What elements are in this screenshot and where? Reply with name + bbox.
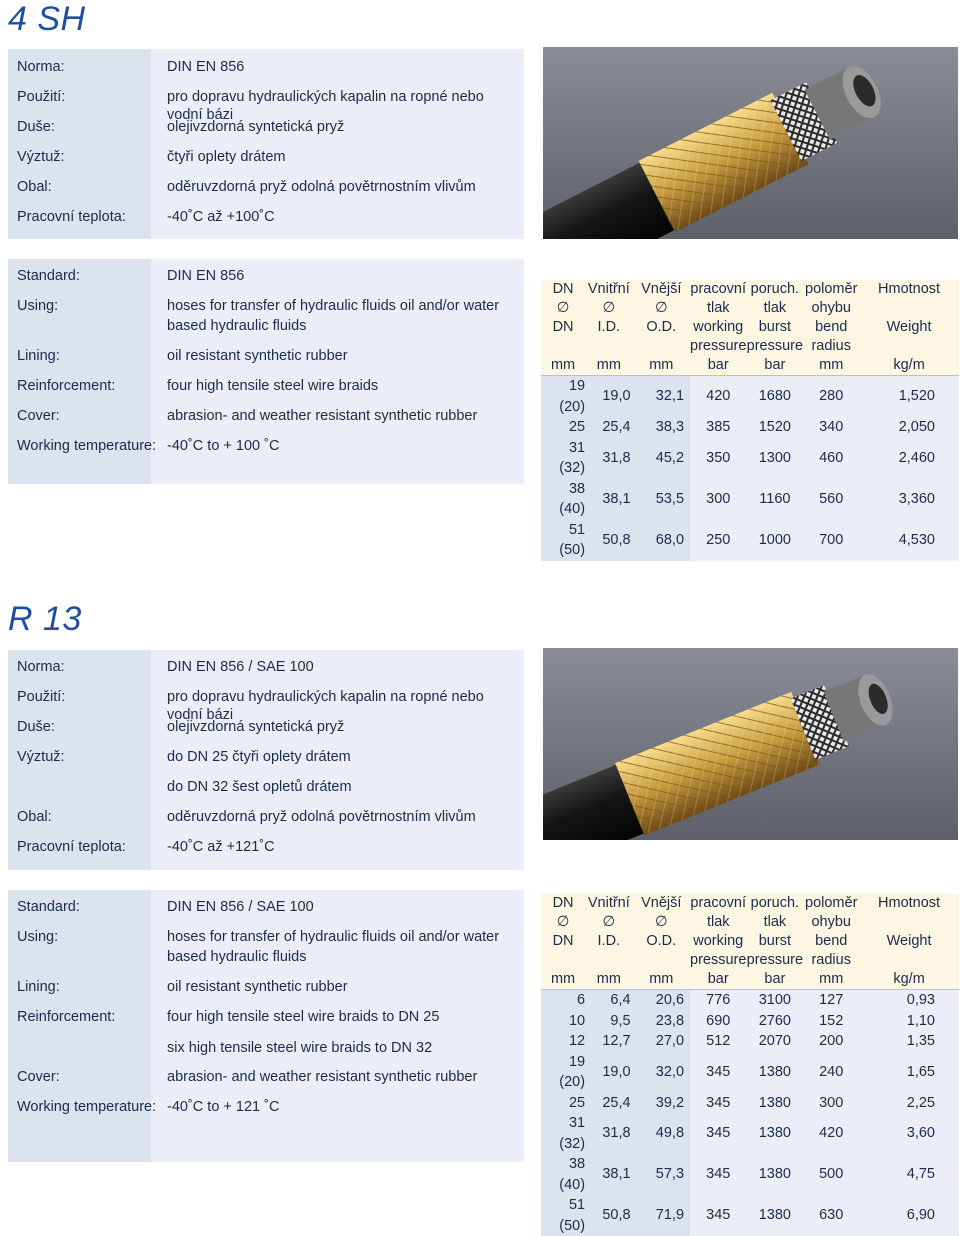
table-header-row xyxy=(541,280,959,299)
header-cell: tlak xyxy=(763,914,787,930)
header-cell: tlak xyxy=(763,300,787,316)
header-cell: mm xyxy=(803,356,859,376)
header-cell: working xyxy=(693,319,744,335)
table-cell: 3,60 xyxy=(859,1113,959,1154)
table-cell: 1000 xyxy=(746,520,803,561)
header-cell: radius xyxy=(811,338,851,354)
header-cell: Weight xyxy=(886,933,932,949)
table-cell: 19,0 xyxy=(587,1052,632,1093)
header-cell: Vnější xyxy=(641,281,682,297)
table-cell: 1,520 xyxy=(859,376,959,418)
spec-value: čtyři oplety drátem xyxy=(167,149,286,165)
header-cell: pracovní xyxy=(690,895,747,911)
header-cell: mm xyxy=(541,356,587,376)
table-header-row xyxy=(541,951,959,970)
table-row xyxy=(541,520,959,561)
table-cell: 45,2 xyxy=(633,438,690,479)
header-cell: Vnitřní xyxy=(587,281,630,297)
header-cell: mm xyxy=(633,356,690,376)
table-cell: 23,8 xyxy=(633,1011,690,1032)
header-cell xyxy=(859,299,959,318)
table-cell: 2,25 xyxy=(859,1093,959,1114)
table-header-row xyxy=(541,318,959,337)
header-cell: poruch. xyxy=(750,281,800,297)
spec-label: Reinforcement: xyxy=(17,1009,116,1025)
spec-value: oil resistant synthetic rubber xyxy=(167,348,348,364)
header-cell: DN xyxy=(552,933,574,949)
section-title-r13: R 13 xyxy=(8,600,82,638)
table-cell: 50,8 xyxy=(587,1195,632,1236)
table-cell: 32,0 xyxy=(633,1052,690,1093)
header-cell: O.D. xyxy=(646,933,677,949)
header-cell: I.D. xyxy=(597,933,621,949)
table-cell: 31 (32) xyxy=(541,438,587,479)
table-cell: 20,6 xyxy=(633,990,690,1011)
table-cell: 152 xyxy=(803,1011,859,1032)
header-cell: working xyxy=(693,933,744,949)
header-cell: Hmotnost xyxy=(878,281,941,297)
spec-value: oil resistant synthetic rubber xyxy=(167,979,348,995)
spec-value: hoses for transfer of hydraulic fluids oil and/or water xyxy=(167,929,500,945)
header-cell: bar xyxy=(746,970,803,990)
table-cell: 19 (20) xyxy=(541,376,587,418)
header-cell: ohybu xyxy=(811,300,851,316)
header-cell: Vnější xyxy=(641,895,682,911)
table-cell: 4,530 xyxy=(859,520,959,561)
header-cell: mm xyxy=(541,970,587,990)
table-cell: 9,5 xyxy=(587,1011,632,1032)
table-cell: 1520 xyxy=(746,417,803,438)
spec-value: DIN EN 856 / SAE 100 xyxy=(167,899,314,915)
table-cell: 340 xyxy=(803,417,859,438)
table-row xyxy=(541,990,959,1011)
header-cell: Weight xyxy=(886,319,932,335)
table-cell: 240 xyxy=(803,1052,859,1093)
table-cell: 300 xyxy=(803,1093,859,1114)
header-cell: DN xyxy=(552,319,574,335)
table-cell: 690 xyxy=(690,1011,746,1032)
table-cell: 345 xyxy=(690,1154,746,1195)
table-header-row xyxy=(541,913,959,932)
table-cell: 1380 xyxy=(746,1195,803,1236)
spec-value: oděruvzdorná pryž odolná povětrnostním vlivům xyxy=(167,179,476,195)
header-cell: bend xyxy=(815,933,848,949)
table-cell: 31 (32) xyxy=(541,1113,587,1154)
table-cell: 38,1 xyxy=(587,479,632,520)
spec-panel-cz xyxy=(8,49,524,239)
spec-label: Using: xyxy=(17,929,59,945)
header-cell: Hmotnost xyxy=(878,895,941,911)
header-cell: mm xyxy=(803,970,859,990)
hose-photo xyxy=(543,648,958,840)
table-cell: 51 (50) xyxy=(541,1195,587,1236)
table-cell: 776 xyxy=(690,990,746,1011)
spec-label: Standard: xyxy=(17,268,80,284)
spec-value: hoses for transfer of hydraulic fluids oil and/or water xyxy=(167,298,500,314)
section-title-4sh: 4 SH xyxy=(8,0,86,38)
table-header-row xyxy=(541,337,959,356)
spec-label: Cover: xyxy=(17,408,60,424)
table-cell: 250 xyxy=(690,520,746,561)
table-row xyxy=(541,376,959,418)
table-cell: 420 xyxy=(690,376,746,418)
table-cell: 1,65 xyxy=(859,1052,959,1093)
table-cell: 1,35 xyxy=(859,1031,959,1052)
table-row xyxy=(541,438,959,479)
spec-label: Pracovní teplota: xyxy=(17,209,126,225)
spec-label: Výztuž: xyxy=(17,149,65,165)
spec-value: four high tensile steel wire braids to DN 25 xyxy=(167,1009,440,1025)
table-cell: 200 xyxy=(803,1031,859,1052)
spec-label: Duše: xyxy=(17,119,55,135)
table-cell: 1160 xyxy=(746,479,803,520)
spec-label: Working temperature: xyxy=(17,438,157,454)
header-cell: pressure xyxy=(746,952,804,968)
header-cell: ∅ xyxy=(654,914,668,930)
spec-value: -40˚C to + 121 ˚C xyxy=(167,1099,280,1115)
spec-label: Obal: xyxy=(17,809,52,825)
table-cell: 38,1 xyxy=(587,1154,632,1195)
spec-label: Using: xyxy=(17,298,59,314)
header-cell: ∅ xyxy=(602,300,616,316)
table-cell: 3100 xyxy=(746,990,803,1011)
table-cell: 27,0 xyxy=(633,1031,690,1052)
table-cell: 25,4 xyxy=(587,1093,632,1114)
header-cell: DN xyxy=(552,895,574,911)
table-cell: 345 xyxy=(690,1093,746,1114)
table-row xyxy=(541,1031,959,1052)
table-cell: 38 (40) xyxy=(541,479,587,520)
header-cell: ∅ xyxy=(556,300,570,316)
header-cell: pressure xyxy=(690,338,747,354)
table-cell: 25,4 xyxy=(587,417,632,438)
spec-label: Reinforcement: xyxy=(17,378,116,394)
table-row xyxy=(541,1154,959,1195)
table-cell: 6 xyxy=(541,990,587,1011)
spec-value: -40˚C až +100˚C xyxy=(167,209,275,225)
header-cell: poloměr xyxy=(805,895,858,911)
header-cell: burst xyxy=(758,933,791,949)
header-cell: bar xyxy=(746,356,803,376)
table-cell: 3,360 xyxy=(859,479,959,520)
spec-label: Duše: xyxy=(17,719,55,735)
table-cell: 350 xyxy=(690,438,746,479)
table-cell: 12 xyxy=(541,1031,587,1052)
table-cell: 19,0 xyxy=(587,376,632,418)
spec-label: Cover: xyxy=(17,1069,60,1085)
table-cell: 2,460 xyxy=(859,438,959,479)
spec-value: DIN EN 856 xyxy=(167,59,245,75)
header-cell: DN xyxy=(552,281,574,297)
table-cell: 500 xyxy=(803,1154,859,1195)
table-cell: 420 xyxy=(803,1113,859,1154)
table-header-row xyxy=(541,894,959,913)
spec-value: DIN EN 856 / SAE 100 xyxy=(167,659,314,675)
spec-value: pro dopravu hydraulických kapalin na ropné nebo vodní bázi xyxy=(167,89,484,123)
table-cell: 38,3 xyxy=(633,417,690,438)
header-cell xyxy=(587,337,632,356)
table-row xyxy=(541,417,959,438)
spec-label: Norma: xyxy=(17,659,65,675)
spec-value: -40˚C to + 100 ˚C xyxy=(167,438,280,454)
header-cell xyxy=(859,951,959,970)
table-cell: 19 (20) xyxy=(541,1052,587,1093)
header-cell: ∅ xyxy=(602,914,616,930)
header-cell: mm xyxy=(587,970,632,990)
table-cell: 1680 xyxy=(746,376,803,418)
table-cell: 25 xyxy=(541,417,587,438)
spec-label: Výztuž: xyxy=(17,749,65,765)
spec-value: -40˚C až +121˚C xyxy=(167,839,275,855)
table-cell: 4,75 xyxy=(859,1154,959,1195)
spec-table-r13 xyxy=(541,894,959,1236)
table-cell: 53,5 xyxy=(633,479,690,520)
header-cell xyxy=(859,337,959,356)
header-cell: kg/m xyxy=(859,970,959,990)
table-cell: 2,050 xyxy=(859,417,959,438)
table-cell: 345 xyxy=(690,1113,746,1154)
table-cell: 127 xyxy=(803,990,859,1011)
table-row xyxy=(541,1093,959,1114)
spec-panel-cz xyxy=(8,650,524,870)
header-cell: ∅ xyxy=(556,914,570,930)
spec-label: Obal: xyxy=(17,179,52,195)
header-cell: mm xyxy=(633,970,690,990)
table-header-row xyxy=(541,299,959,318)
table-cell: 280 xyxy=(803,376,859,418)
table-header-row xyxy=(541,932,959,951)
spec-label: Standard: xyxy=(17,899,80,915)
header-cell: Vnitřní xyxy=(587,895,630,911)
header-cell xyxy=(587,951,632,970)
table-cell: 31,8 xyxy=(587,1113,632,1154)
header-cell: O.D. xyxy=(646,319,677,335)
table-row xyxy=(541,1195,959,1236)
header-cell xyxy=(633,951,690,970)
spec-value: based hydraulic fluids xyxy=(167,949,307,965)
table-cell: 700 xyxy=(803,520,859,561)
table-cell: 630 xyxy=(803,1195,859,1236)
spec-value: DIN EN 856 xyxy=(167,268,245,284)
table-cell: 49,8 xyxy=(633,1113,690,1154)
table-cell: 2760 xyxy=(746,1011,803,1032)
spec-label: Lining: xyxy=(17,348,60,364)
table-row xyxy=(541,1113,959,1154)
table-row xyxy=(541,1052,959,1093)
spec-table-4sh xyxy=(541,280,959,561)
header-cell xyxy=(859,913,959,932)
table-cell: 12,7 xyxy=(587,1031,632,1052)
table-cell: 10 xyxy=(541,1011,587,1032)
table-cell: 57,3 xyxy=(633,1154,690,1195)
header-cell: bar xyxy=(690,970,746,990)
table-row xyxy=(541,1011,959,1032)
table-cell: 345 xyxy=(690,1195,746,1236)
spec-panel-en xyxy=(8,890,524,1162)
table-cell: 560 xyxy=(803,479,859,520)
table-cell: 1300 xyxy=(746,438,803,479)
table-cell: 68,0 xyxy=(633,520,690,561)
spec-label: Použití: xyxy=(17,689,66,705)
spec-label: Použití: xyxy=(17,89,66,105)
table-cell: 1380 xyxy=(746,1154,803,1195)
header-cell: tlak xyxy=(706,300,730,316)
table-cell: 6,90 xyxy=(859,1195,959,1236)
spec-value: pro dopravu hydraulických kapalin na ropné nebo vodní bázi xyxy=(167,689,484,723)
spec-label: Pracovní teplota: xyxy=(17,839,126,855)
header-cell: radius xyxy=(811,952,851,968)
header-cell: tlak xyxy=(706,914,730,930)
header-cell: poloměr xyxy=(805,281,858,297)
hose-photo xyxy=(543,47,958,239)
table-row xyxy=(541,479,959,520)
table-cell: 300 xyxy=(690,479,746,520)
spec-value: olejivzdorná syntetická pryž xyxy=(167,719,345,735)
spec-value: olejivzdorná syntetická pryž xyxy=(167,119,345,135)
table-units-row xyxy=(541,356,959,376)
table-cell: 50,8 xyxy=(587,520,632,561)
header-cell: kg/m xyxy=(859,356,959,376)
table-cell: 32,1 xyxy=(633,376,690,418)
table-cell: 51 (50) xyxy=(541,520,587,561)
spec-value: four high tensile steel wire braids xyxy=(167,378,379,394)
spec-value: abrasion- and weather resistant synthetic rubber xyxy=(167,408,478,424)
header-cell: ∅ xyxy=(654,300,668,316)
table-units-row xyxy=(541,970,959,990)
header-cell: ohybu xyxy=(811,914,851,930)
table-cell: 1380 xyxy=(746,1093,803,1114)
table-cell: 385 xyxy=(690,417,746,438)
spec-value: oděruvzdorná pryž odolná povětrnostním vlivům xyxy=(167,809,476,825)
table-cell: 71,9 xyxy=(633,1195,690,1236)
spec-label: Lining: xyxy=(17,979,60,995)
spec-value: based hydraulic fluids xyxy=(167,318,307,334)
spec-value: do DN 32 šest opletů drátem xyxy=(167,779,352,795)
spec-value: six high tensile steel wire braids to DN 32 xyxy=(167,1040,433,1056)
header-cell: pressure xyxy=(746,338,804,354)
header-cell xyxy=(541,337,587,356)
header-cell xyxy=(633,337,690,356)
header-cell: I.D. xyxy=(597,319,621,335)
table-cell: 2070 xyxy=(746,1031,803,1052)
table-cell: 345 xyxy=(690,1052,746,1093)
table-cell: 512 xyxy=(690,1031,746,1052)
header-cell: bend xyxy=(815,319,848,335)
table-cell: 1,10 xyxy=(859,1011,959,1032)
header-cell: pracovní xyxy=(690,281,747,297)
header-cell: poruch. xyxy=(750,895,800,911)
table-cell: 31,8 xyxy=(587,438,632,479)
table-cell: 6,4 xyxy=(587,990,632,1011)
header-cell: bar xyxy=(690,356,746,376)
table-cell: 1380 xyxy=(746,1052,803,1093)
spec-label: Norma: xyxy=(17,59,65,75)
table-cell: 38 (40) xyxy=(541,1154,587,1195)
header-cell: burst xyxy=(758,319,791,335)
table-cell: 460 xyxy=(803,438,859,479)
table-cell: 25 xyxy=(541,1093,587,1114)
spec-value: abrasion- and weather resistant synthetic rubber xyxy=(167,1069,478,1085)
table-cell: 39,2 xyxy=(633,1093,690,1114)
spec-value: do DN 25 čtyři oplety drátem xyxy=(167,749,351,765)
header-cell: pressure xyxy=(690,952,747,968)
header-cell xyxy=(541,951,587,970)
header-cell: mm xyxy=(587,356,632,376)
spec-panel-en xyxy=(8,259,524,484)
spec-label: Working temperature: xyxy=(17,1099,157,1115)
table-cell: 1380 xyxy=(746,1113,803,1154)
table-cell: 0,93 xyxy=(859,990,959,1011)
